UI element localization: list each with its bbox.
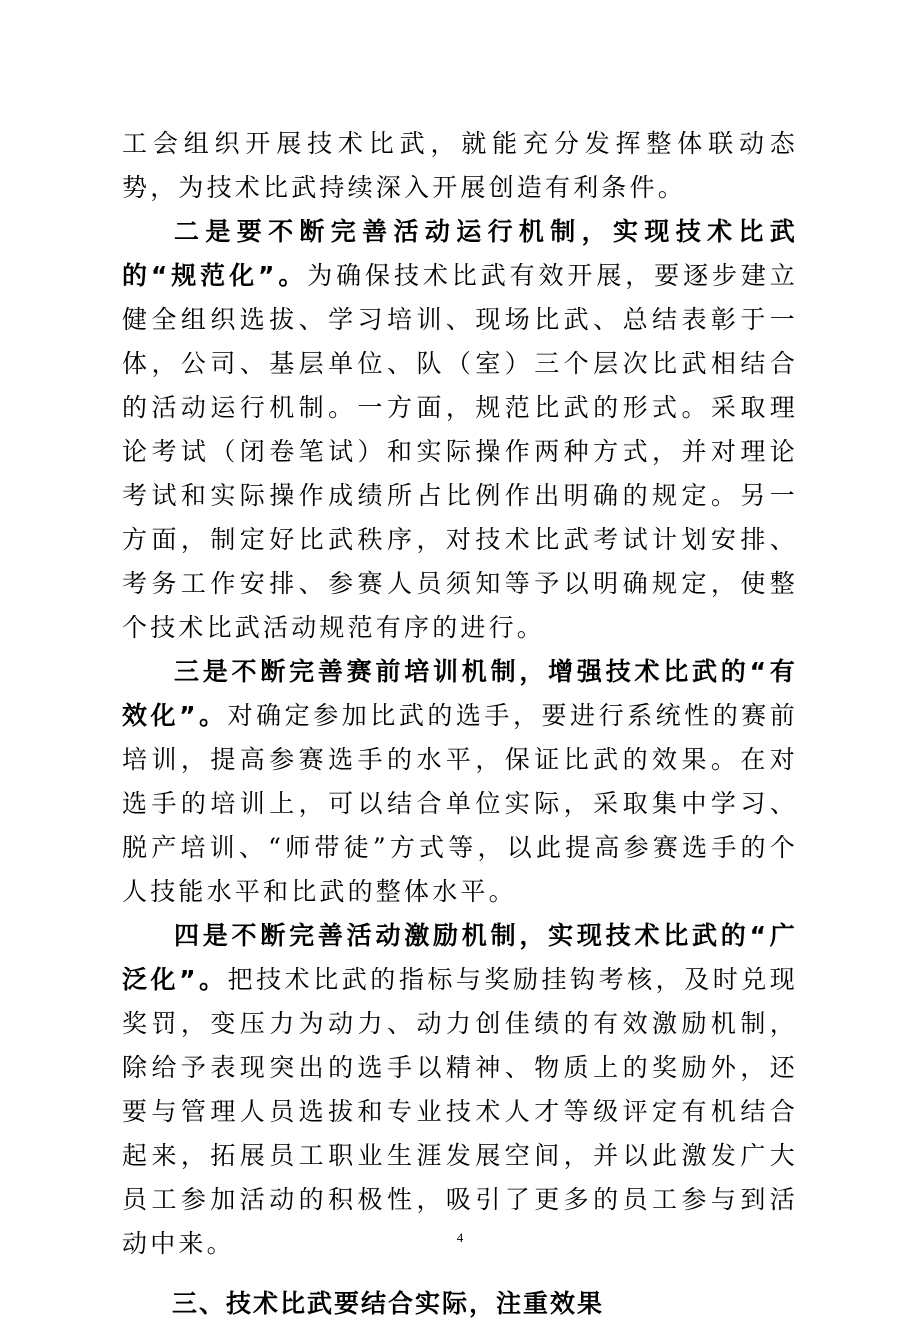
paragraph-incentive bbox=[122, 914, 798, 1266]
paragraph-lead: 三是不断完善赛前培训机制，增强技术比武的“有效化”。 bbox=[122, 657, 798, 730]
paragraph-text: 为确保技术比武有效开展，要逐步建立健全组织选拔、学习培训、现场比武、总结表彰于一体，公司、基层单位、队（室）三个层次比武相结合的活动运行机制。一方面，规范比武的形式。采取理论考试（闭卷笔试）和实际操作两种方式，并对理论考试和实际操作成绩所占比例作出明确的规定。另一方面，制定好比武秩序，对技术比武考试计划安排、考务工作安排、参赛人员须知等予以明确规定，使整个技术比武活动规范有序的进行。 bbox=[122, 261, 798, 642]
document-page bbox=[122, 122, 798, 1326]
section-heading: 三、技术比武要结合实际，注重效果 bbox=[172, 1289, 605, 1318]
paragraph-text: 对确定参加比武的选手，要进行系统性的赛前培训，提高参赛选手的水平，保证比武的效果。在对选手的培训上，可以结合单位实际，采取集中学习、脱产培训、“师带徒”方式等，以此提高参赛选手的个人技能水平和比武的整体水平。 bbox=[122, 701, 798, 906]
paragraph-text: 工会组织开展技术比武，就能充分发挥整体联动态势，为技术比武持续深入开展创造有利条件。 bbox=[122, 129, 798, 202]
paragraph-lead: 四是不断完善活动激励机制，实现技术比武的“广泛化”。 bbox=[122, 921, 798, 994]
page-number: 4 bbox=[456, 1230, 464, 1245]
paragraph-continuation bbox=[122, 122, 798, 210]
paragraph-effectiveness bbox=[122, 650, 798, 914]
paragraph-text: 把技术比武的指标与奖励挂钩考核，及时兑现奖罚，变压力为动力、动力创佳绩的有效激励机制，除给予表现突出的选手以精神、物质上的奖励外，还要与管理人员选拔和专业技术人才等级评定有机结合起来，拓展员工职业生涯发展空间，并以此激发广大员工参加活动的积极性，吸引了更多的员工参与到活动中来。 bbox=[122, 965, 798, 1258]
paragraph-lead: 二是要不断完善活动运行机制，实现技术比武的“规范化”。 bbox=[122, 217, 798, 290]
paragraph-standardization bbox=[122, 210, 798, 650]
